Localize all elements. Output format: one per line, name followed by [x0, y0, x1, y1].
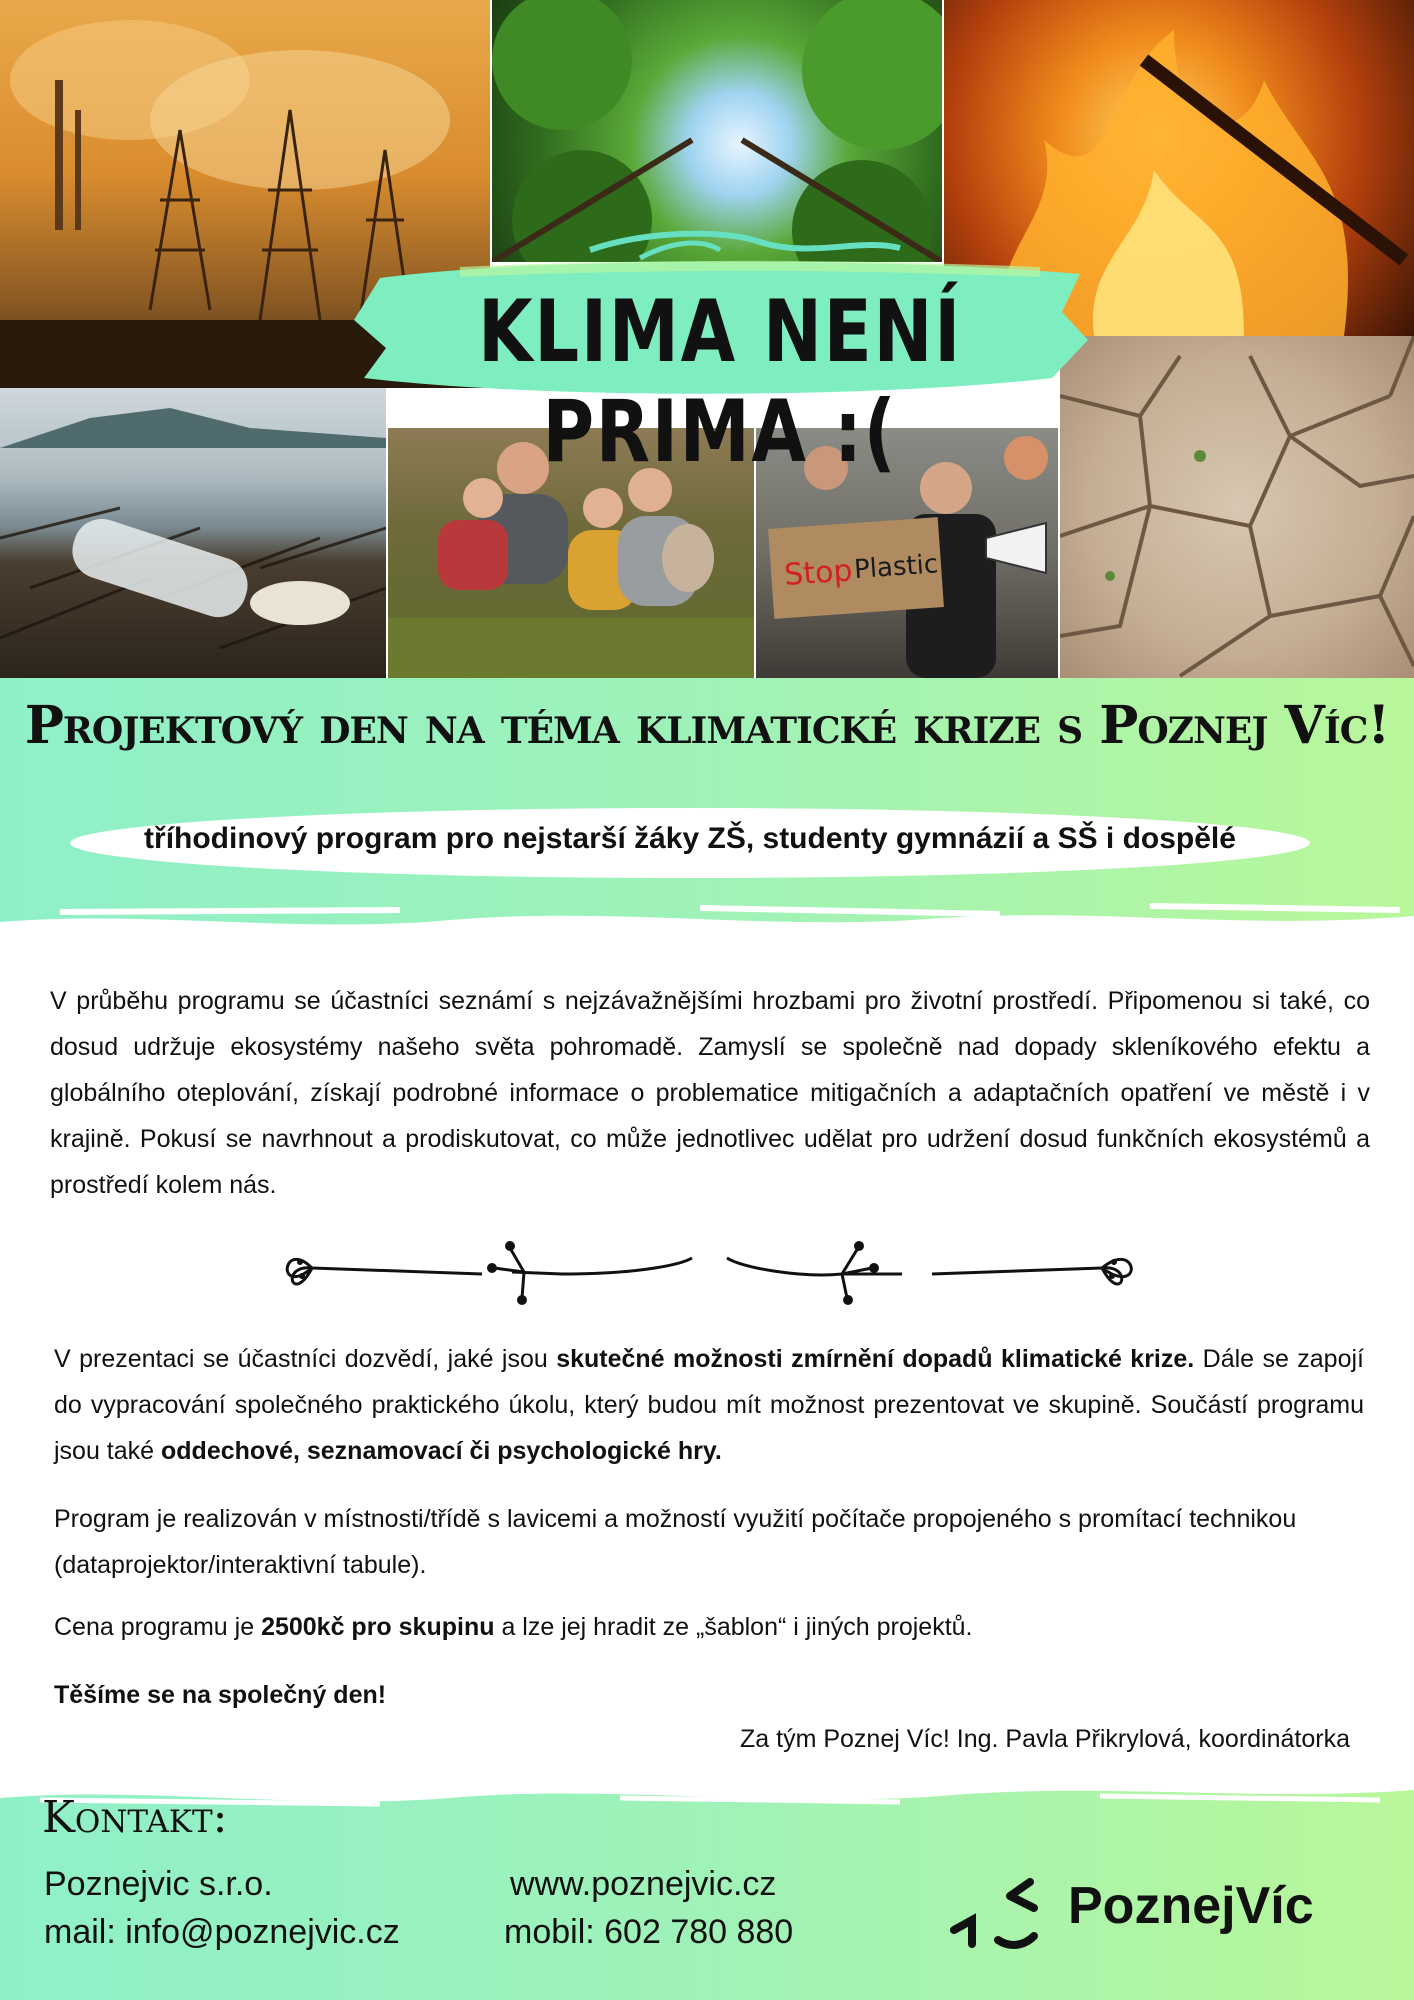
photo-forest-canopy	[492, 0, 942, 262]
program-description: V průběhu programu se účastníci seznámí s nejzávažnějšími hrozbami pro životní prostředí. Připomenou si také, co dosud udržuje ekosystémy našeho světa pohromadě. Zamyslí se společně nad dopady skleníkového efektu a globálního oteplování, získají podrobné informace o problematice mitigačních a adaptačních opatření ve městě i v krajině. Pokusí se navrhnout a prodiskutovat, co může jednotlivec udělat pro udržení dosud funkčních ekosystémů a prostředí kolem nás.	[50, 987, 1370, 1199]
poznejvic-logo-icon	[950, 1874, 1056, 1954]
contact-heading: Kontakt:	[42, 1792, 228, 1843]
svg-text:Stop: Stop	[783, 553, 854, 593]
contact-email[interactable]: mail: info@poznejvic.cz	[44, 1913, 400, 1951]
contact-phone[interactable]: mobil: 602 780 880	[504, 1913, 794, 1951]
svg-text:Plastic: Plastic	[853, 549, 940, 586]
presentation-paragraph: V prezentaci se účastníci dozvědí, jaké jsou skutečné možnosti zmírnění dopadů klimatické krize. Dále se zapojí do vypracování společného praktického úkolu, který budou mít možnost prezentovat ve skupině. Součástí programu jsou také oddechové, seznamovací či psychologické hry.	[54, 1345, 1364, 1465]
signature-line: Za tým Poznej Víc! Ing. Pavla Přikrylová, koordinátorka	[740, 1725, 1350, 1753]
photo-dry-soil	[1060, 336, 1414, 678]
event-subtitle: Projektový den na téma klimatické krize s Poznej Víc!	[24, 695, 1390, 756]
flower-divider-icon	[262, 1228, 1162, 1318]
company-name: Poznejvic s.r.o.	[44, 1865, 273, 1903]
band-brush-edge	[0, 900, 1414, 960]
venue-paragraph: Program je realizován v místnosti/třídě s lavicemi a možností využití počítače propojeného s promítací technikou (dataprojektor/interaktivní tabule).	[54, 1505, 1297, 1579]
brand-logo-text: PoznejVíc	[1068, 1877, 1314, 1935]
audience-text: tříhodinový program pro nejstarší žáky ZŠ, studenty gymnázií a SŠ i dospělé	[144, 822, 1236, 855]
price-paragraph: Cena programu je 2500kč pro skupinu a lze jej hradit ze „šablon“ i jiných projektů.	[54, 1613, 973, 1641]
photo-plastic-bottle	[0, 388, 386, 678]
page-title: KLIMA NENÍ PRIMA :(	[478, 282, 962, 482]
closing-line: Těšíme se na společný den!	[54, 1681, 387, 1709]
website-link[interactable]: www.poznejvic.cz	[510, 1865, 777, 1903]
